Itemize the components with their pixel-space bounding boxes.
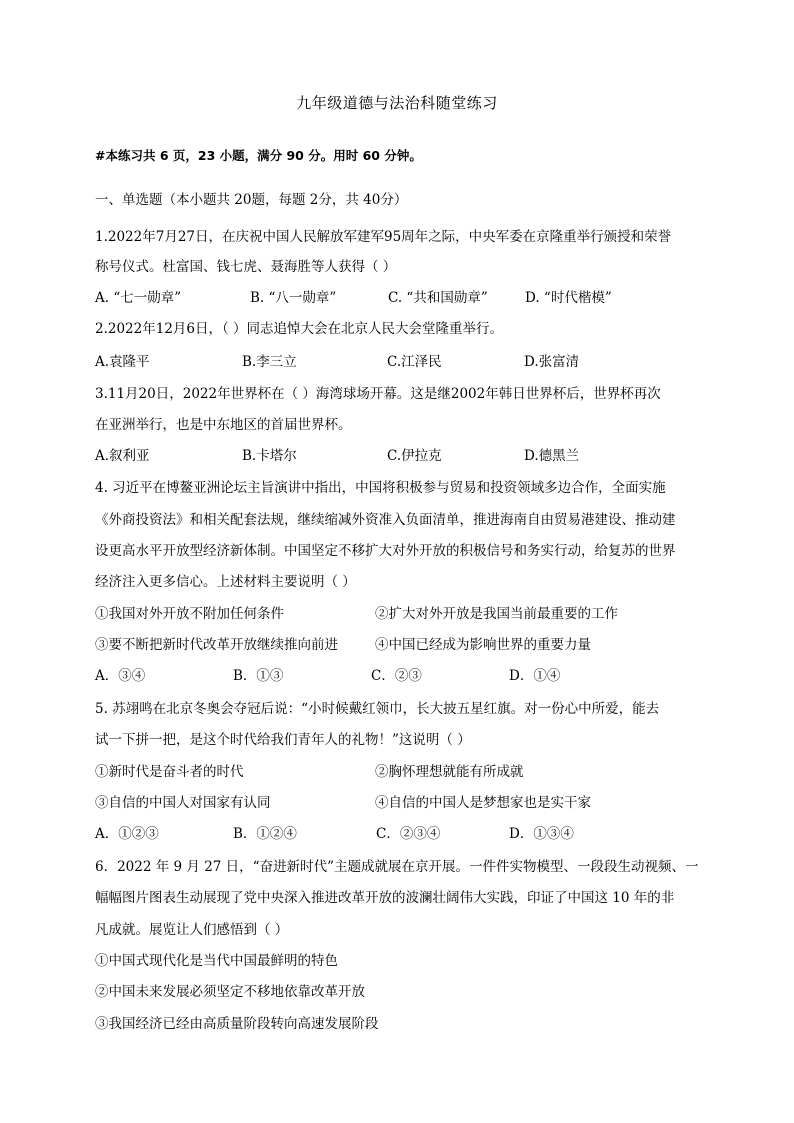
q2-text-line-1: 2.2022年12月6日，（ ）同志追悼大会在北京人民大会堂隆重举行。 [95, 321, 504, 337]
q5-text-line-2: 试一下拼一把，是这个时代给我们青年人的礼物！”这说明（ ） [95, 732, 471, 748]
q6-statement-3: ③我国经济已经由高质量阶段转向高速发展阶段 [95, 1016, 379, 1032]
q2-option-d: D.张富清 [524, 354, 580, 370]
q1-option-b: B. “八一勋章” [250, 290, 337, 306]
q3-option-d: D.德黑兰 [524, 448, 580, 464]
q6-statement-1: ①中国式现代化是当代中国最鲜明的特色 [95, 953, 338, 969]
q4-statement-2: ②扩大对外开放是我国当前最重要的工作 [375, 606, 618, 622]
page-title: 九年级道德与法治科随堂练习 [296, 94, 498, 112]
q4-text-line-2: 《外商投资法》和相关配套法规，继续缩减外资准入负面清单，推进海南自由贸易港建设、推动建 [95, 512, 676, 528]
q5-option-c: C．②③④ [376, 826, 441, 842]
q2-option-c: C.江泽民 [387, 354, 442, 370]
q5-statement-4: ④自信的中国人是梦想家也是实干家 [375, 795, 591, 811]
q3-option-a: A.叙利亚 [95, 448, 150, 464]
q4-text-line-3: 设更高水平开放型经济新体制。中国坚定不移扩大对外开放的积极信号和务实行动，给复苏的世界 [95, 543, 676, 559]
q4-option-b: B．①③ [233, 668, 284, 684]
q4-option-a: A．③④ [95, 668, 146, 684]
q5-statement-1: ①新时代是奋斗者的时代 [95, 764, 244, 780]
q3-text-line-2: 在亚洲举行，也是中东地区的首届世界杯。 [95, 417, 352, 433]
section-heading: 一、单选题（本小题共 20题，每题 2分，共 40分） [95, 192, 408, 208]
exam-note: #本练习共 6 页，23 小题，满分 90 分。用时 60 分钟。 [95, 148, 422, 163]
q5-statement-2: ②胸怀理想就能有所成就 [375, 764, 524, 780]
q4-option-d: D．①④ [509, 668, 561, 684]
q6-text-line-2: 幅幅图片图表生动展现了党中央深入推进改革开放的波澜壮阔伟大实践，印证了中国这 10 年的非 [95, 890, 675, 906]
q4-text-line-4: 经济注入更多信心。上述材料主要说明（ ） [95, 574, 356, 590]
q1-option-a: A. “七一勋章” [95, 290, 182, 306]
q5-statement-3: ③自信的中国人对国家有认同 [95, 795, 271, 811]
q4-statement-3: ③要不断把新时代改革开放继续推向前进 [95, 637, 338, 653]
q4-statement-1: ①我国对外开放不附加任何条件 [95, 606, 284, 622]
q4-statement-4: ④中国已经成为影响世界的重要力量 [375, 637, 591, 653]
q6-statement-2: ②中国未来发展必须坚定不移地依靠改革开放 [95, 984, 365, 1000]
q6-text-line-1: 6．2022 年 9 月 27 日，“奋进新时代”主题成就展在京开展。一件件实物模型、一段段生动视频、一 [95, 859, 699, 875]
q2-option-a: A.袁隆平 [95, 354, 150, 370]
q1-option-d: D. “时代楷模” [525, 290, 612, 306]
q5-option-d: D．①③④ [509, 826, 574, 842]
q5-text-line-1: 5. 苏翊鸣在北京冬奥会夺冠后说：“小时候戴红领巾，长大披五星红旗。对一份心中所爱，能去 [95, 701, 660, 717]
q5-option-a: A．①②③ [95, 826, 159, 842]
q1-text-line-2: 称号仪式。杜富国、钱七虎、聂海胜等人获得（ ） [95, 259, 397, 275]
q5-option-b: B．①②④ [233, 826, 297, 842]
q3-text-line-1: 3.11月20日，2022年世界杯在（ ）海湾球场开幕。这是继2002年韩日世界杯后，世界杯再次 [95, 386, 661, 402]
q1-option-c: C. “共和国勋章” [388, 290, 488, 306]
q6-text-line-3: 凡成就。展览让人们感悟到（ ） [95, 922, 289, 938]
q3-option-b: B.卡塔尔 [242, 448, 297, 464]
q4-text-line-1: 4. 习近平在博鳌亚洲论坛主旨演讲中指出，中国将积极参与贸易和投资领域多边合作，全面实施 [95, 480, 666, 496]
q1-text-line-1: 1.2022年7月27日，在庆祝中国人民解放军建军95周年之际，中央军委在京隆重举行颁授和荣誉 [95, 229, 672, 245]
q4-option-c: C．②③ [371, 668, 422, 684]
q2-option-b: B.李三立 [242, 354, 297, 370]
q3-option-c: C.伊拉克 [387, 448, 442, 464]
